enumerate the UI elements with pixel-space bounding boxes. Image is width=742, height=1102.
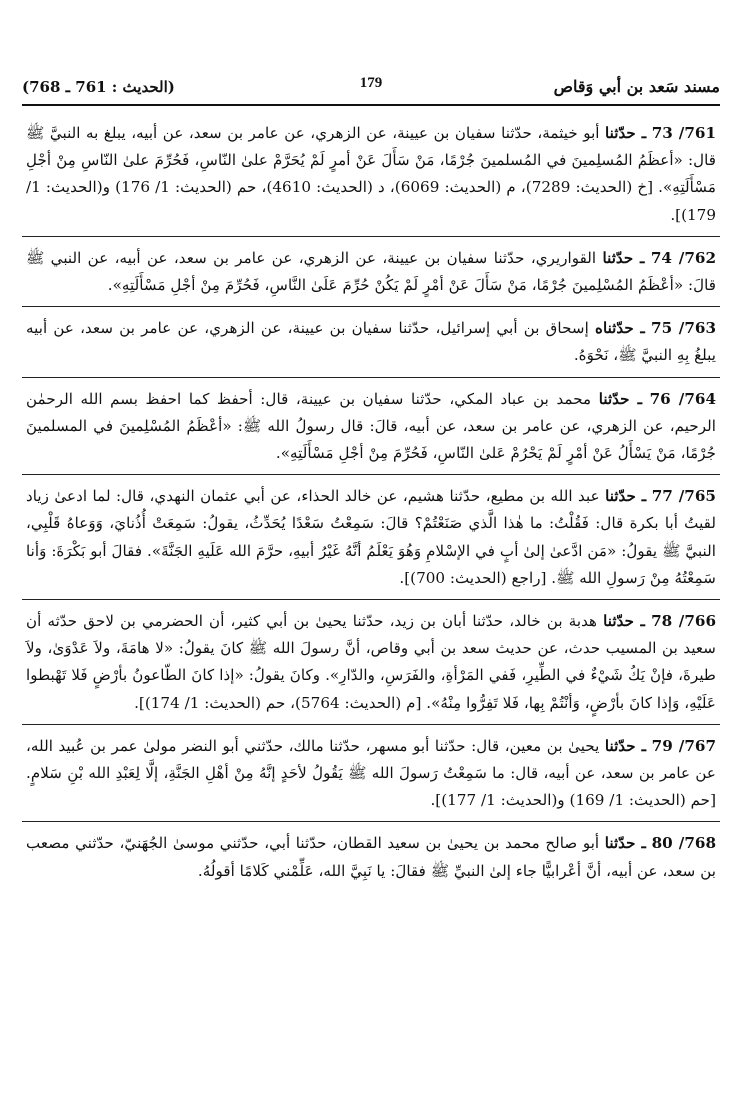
page-number: 179 bbox=[359, 75, 383, 91]
page-header bbox=[22, 66, 720, 96]
hadith-entry bbox=[22, 306, 720, 376]
hadith-text: أبو صالح محمد بن يحيىٰ بن سعيد القطان، حدّثنا أبي، حدّثني موسىٰ الجُهَنيّ، حدّثني مصعب بن سعد، عن أبيه، أنَّ أعْرابيًّا جاء إلىٰ النبيِّ ﷺ فقالَ: يا نَبِيَّ الله، عَلِّمْني كَلامًا أقولُهُ. bbox=[26, 834, 716, 880]
hadith-opening: ـ حدّثنا bbox=[604, 736, 647, 755]
hadith-opening: ـ حدّثناه bbox=[595, 319, 645, 338]
hadith-opening: ـ حدّثنا bbox=[598, 389, 643, 408]
hadith-number: 761/ 73 bbox=[651, 124, 717, 142]
hadith-opening: ـ حدّثنا bbox=[604, 834, 647, 853]
hadith-text: عبد الله بن مطيع، حدّثنا هشيم، عن خالد الحذاء، عن أبي عثمان النهدي، قال: لما ادعىٰ زياد لقيتُ أبا بكرة قال: فَقُلْتُ: ما هٰذا الَّذي صَنَعْتُمْ؟ قالَ: سَمِعْتُ سَعْدًا يُحَدِّثُ، يقولُ: سَمِعَتْ أُذُنايَ، وَوَعاهُ قَلْبِي، النبيَّ ﷺ يقولُ: «مَن ادَّعىٰ إلىٰ أبٍ في الإسْلامِ وَهُوَ يَعْلَمُ أنَّهُ غَيْرُ أبيهِ، حرَّمَ الله عَلَيهِ الجَنَّةَ». فقالَ أبو بَكْرَةَ: وَأنا سَمِعْتُهُ مِنْ رَسولِ الله ﷺ. [راجع (الحديث: 700)]. bbox=[26, 487, 716, 587]
hadith-text: إسحاق بن أبي إسرائيل، حدّثنا سفيان بن عيينة، عن الزهري، عن عامر بن سعد، عن أبيه يبلغُ بِهِ النبيَّ ﷺ، نَحْوَهُ. bbox=[26, 319, 716, 365]
hadith-paragraph bbox=[26, 386, 716, 468]
hadith-text: يحيىٰ بن معين، قال: حدّثنا أبو مسهر، حدّثنا مالك، حدّثني أبو النضر مولىٰ عمر بن عُبيد الله، عن عامر بن سعد، عن أبيه، قال: ما سَمِعْتُ رَسولَ الله ﷺ يَقُولُ لأحَدٍ إنَّهُ مِنْ أهْلِ الجَنَّةِ، إلَّا لِعَبْدِ الله بْنِ سَلامٍ. [حم (الحديث: 1/ 169) و(الحديث: 1/ 177)]. bbox=[26, 736, 716, 810]
hadith-paragraph bbox=[26, 830, 716, 884]
hadith-paragraph bbox=[26, 120, 716, 229]
hadith-entry bbox=[22, 474, 720, 599]
header-rule bbox=[22, 104, 720, 106]
hadith-opening: ـ حدّثنا bbox=[605, 124, 647, 142]
hadith-number: 765/ 77 bbox=[651, 487, 716, 506]
hadith-entry bbox=[22, 377, 720, 475]
hadith-paragraph bbox=[26, 315, 716, 369]
hadith-range: (الحديث : 761 ـ 768) bbox=[22, 78, 175, 96]
hadith-number: 764/ 76 bbox=[649, 389, 717, 408]
hadith-text: محمد بن عباد المكي، حدّثنا سفيان بن عيينة، قال: أحفظ كما احفظ بسم الله الرحمٰن الرحيم، عن الزهري، عن عامر بن سعد، عن أبيه، قالَ: قال رسولُ الله ﷺ: «أعْظَمُ المُسْلِمينَ في المسلمينَ جُرْمًا، مَنْ يَسْأَلُ عَنْ أمْرٍ لَمْ يَحْرُمْ عَلىٰ النّاسِ، فَحُرِّمَ مِنْ أجْلِ مَسْأَلَتِهِ». bbox=[26, 389, 716, 463]
hadith-number: 762/ 74 bbox=[650, 248, 717, 267]
hadith-text: القواريري، حدّثنا سفيان بن عيينة، عن الزهري، عن عامر بن سعد، عن أبيه، عن النبي ﷺ قالَ: «أعْظَمُ المُسْلِمينَ جُرْمًا، مَنْ سَأَلَ عَنْ أمْرٍ لَمْ يَكُنْ حُرِّمَ عَلَىٰ النَّاسِ، فَحُرِّمَ مِنْ أجْلِ مَسْأَلَتِهِ». bbox=[26, 248, 716, 295]
hadith-text: هدبة بن خالد، حدّثنا أبان بن زيد، حدّثنا يحيىٰ بن أبي كثير، أن الحضرمي بن لاحق حدّثه أن سعيد بن المسيب حدث، عن حديث سعد بن أبي وقاص، أنَّ رسولَ الله ﷺ كانَ يقولُ: «لا هامَةَ، ولاَ عَدْوَىٰ، ولاَ طيرةَ، فإنْ يَكُ شَيْءٌ في الطِّيرِ، فَفي المَرْأةِ، والفَرَسِ، والدّارِ». وكانَ يقولُ: «إذا كانَ الطّاعونُ بأرْضٍ فَلا تَهْبطوا عَلَيْهِ، وَإذا كانَ بأرْضٍ، وَأنْتُمْ بِها، فَلا تَفِرُّوا مِنْهُ». [م (الحديث: 5764)، حم (الحديث: 1/ 174)]. bbox=[26, 612, 716, 712]
hadith-opening: ـ حدّثنا bbox=[602, 248, 645, 267]
hadith-entry bbox=[22, 112, 720, 236]
hadith-paragraph bbox=[26, 483, 716, 592]
hadith-entry bbox=[22, 821, 720, 891]
hadith-number: 768/ 80 bbox=[651, 834, 717, 853]
hadith-opening: ـ حدّثنا bbox=[605, 487, 647, 506]
hadith-entry bbox=[22, 599, 720, 724]
hadith-paragraph bbox=[26, 608, 716, 717]
hadith-paragraph bbox=[26, 245, 716, 299]
page-body bbox=[22, 112, 720, 1090]
hadith-number: 763/ 75 bbox=[651, 319, 717, 338]
running-title: مسند سَعد بن أبي وَقاص bbox=[553, 77, 720, 96]
hadith-number: 766/ 78 bbox=[651, 612, 717, 631]
hadith-text: أبو خيثمة، حدّثنا سفيان بن عيينة، عن الزهري، عن عامر بن سعد، عن أبيه، يبلغ به النبيَّ ﷺ قال: «أعظَمُ المُسلِمينَ في المُسلمينَ جُرْمًا، مَنْ سَأَلَ عَنْ أمرٍ لَمْ يُحَرَّمْ علىٰ النّاسِ، فَحُرِّمَ علىٰ النّاسِ مِنْ أجْلِ مَسْأَلَتِهِ». [خ (الحديث: 7289)، م (الحديث: 6069)، د (الحديث: 4610)، حم (الحديث: 1/ 176) و(الحديث: 1/ 179)]. bbox=[26, 124, 716, 224]
hadith-opening: ـ حدّثنا bbox=[603, 612, 645, 631]
hadith-number: 767/ 79 bbox=[651, 736, 717, 755]
hadith-paragraph bbox=[26, 733, 716, 815]
hadith-entry bbox=[22, 724, 720, 822]
hadith-entry bbox=[22, 236, 720, 306]
